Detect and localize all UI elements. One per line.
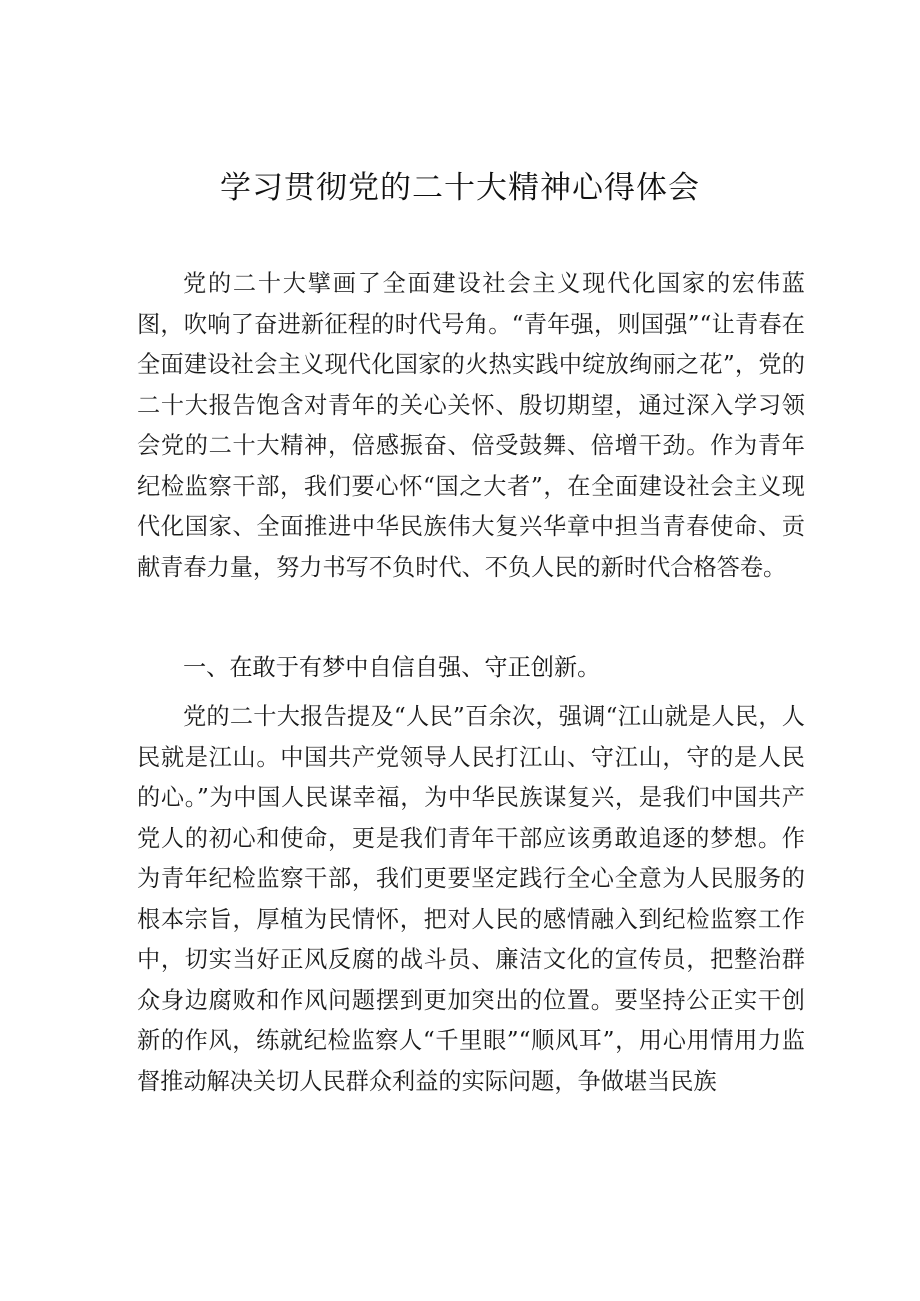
intro-paragraph: 党的二十大擘画了全面建设社会主义现代化国家的宏伟蓝图，吹响了奋进新征程的时代号角。“青年强，则国强”“让青春在全面建设社会主义现代化国家的火热实践中绽放绚丽之花”，党的二十大报告饱含对青年的关心关怀、殷切期望，通过深入学习领会党的二十大精神，倍感振奋、倍受鼓舞、倍增干劲。作为青年纪检监察干部，我们要心怀“国之大者”，在全面建设社会主义现代化国家、全面推进中华民族伟大复兴华章中担当青春使命、贡献青春力量，努力书写不负时代、不负人民的新时代合格答卷。 bbox=[137, 270, 805, 581]
section-1-paragraph: 党的二十大报告提及“人民”百余次，强调“江山就是人民，人民就是江山。中国共产党领导人民打江山、守江山，守的是人民的心。”为中国人民谋幸福，为中华民族谋复兴，是我们中国共产党人的初心和使命，更是我们青年干部应该勇敢追逐的梦想。作为青年纪检监察干部，我们更要坚定践行全心全意为人民服务的根本宗旨，厚植为民情怀，把对人民的感情融入到纪检监察工作中，切实当好正风反腐的战斗员、廉洁文化的宣传员，把整治群众身边腐败和作风问题摆到更加突出的位置。要坚持公正实干创新的作风，练就纪检监察人“千里眼”“顺风耳”，用心用情用力监督推动解决关切人民群众利益的实际问题，争做堪当民族 bbox=[137, 703, 805, 1095]
section-heading-1: 一、在敢于有梦中自信自强、守正创新。 bbox=[183, 654, 601, 681]
document-title: 学习贯彻党的二十大精神心得体会 bbox=[220, 170, 700, 206]
